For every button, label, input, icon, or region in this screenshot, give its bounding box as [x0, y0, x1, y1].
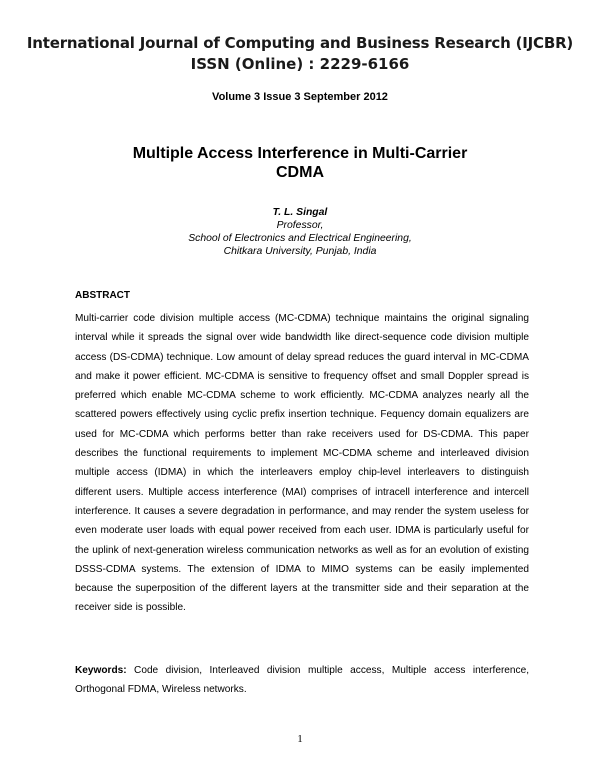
keywords-label: Keywords:: [75, 665, 127, 676]
author-institution: Chitkara University, Punjab, India: [223, 246, 377, 257]
abstract-heading: ABSTRACT: [75, 290, 130, 301]
author-block: [0, 206, 600, 258]
paper-title: [100, 144, 500, 182]
paper-title-line-2: CDMA: [276, 164, 324, 181]
page-number: 1: [297, 733, 303, 745]
keywords-paragraph: [75, 661, 529, 700]
author-name: T. L. Singal: [272, 207, 328, 218]
paper-title-line-1: Multiple Access Interference in Multi-Carrier: [132, 145, 468, 162]
author-position: Professor,: [276, 220, 324, 231]
author-department: School of Electronics and Electrical Engineering,: [188, 233, 412, 244]
journal-title: International Journal of Computing and Business Research (IJCBR): [26, 34, 574, 52]
abstract-body: Multi-carrier code division multiple access (MC-CDMA) technique maintains the original signaling interval while it spreads the signal over wide bandwidth like direct-sequence code division multiple access (DS-CDMA) technique. Low amount of delay spread reduces the guard interval in MC-CDMA and make it power efficient. MC-CDMA is sensitive to frequency offset and small Doppler spread is preferred which enable MC-CDMA scheme to work efficiently. MC-CDMA analyzes nearly all the scattered powers effectively using cyclic prefix insertion technique. Fequency domain equalizers are used for MC-CDMA which performs better than rake receivers used for DS-CDMA. This paper describes the functional requirements to implement MC-CDMA scheme and interleaved division multiple access (IDMA) in which the interleavers employ chip-level interleavers to distinguish different users. Multiple access interference (MAI) comprises of intracell interference and intercell interference. It causes a severe degradation in performance, and may render the system useless for even moderate user loads with equal power received from each user. IDMA is particularly useful for the uplink of next-generation wireless communication networks as well as for an evolution of existing DSSS-CDMA systems. The extension of IDMA to MIMO systems can be easily implemented because the superposition of the different layers at the transmitter side and their separation at the receiver side is possible.: [75, 313, 529, 614]
journal-issn: ISSN (Online) : 2229-6166: [190, 55, 410, 73]
journal-volume: Volume 3 Issue 3 September 2012: [212, 91, 388, 103]
keywords-text: Code division, Interleaved division multiple access, Multiple access interference, Orthogonal FDMA, Wireless networks.: [75, 665, 529, 696]
